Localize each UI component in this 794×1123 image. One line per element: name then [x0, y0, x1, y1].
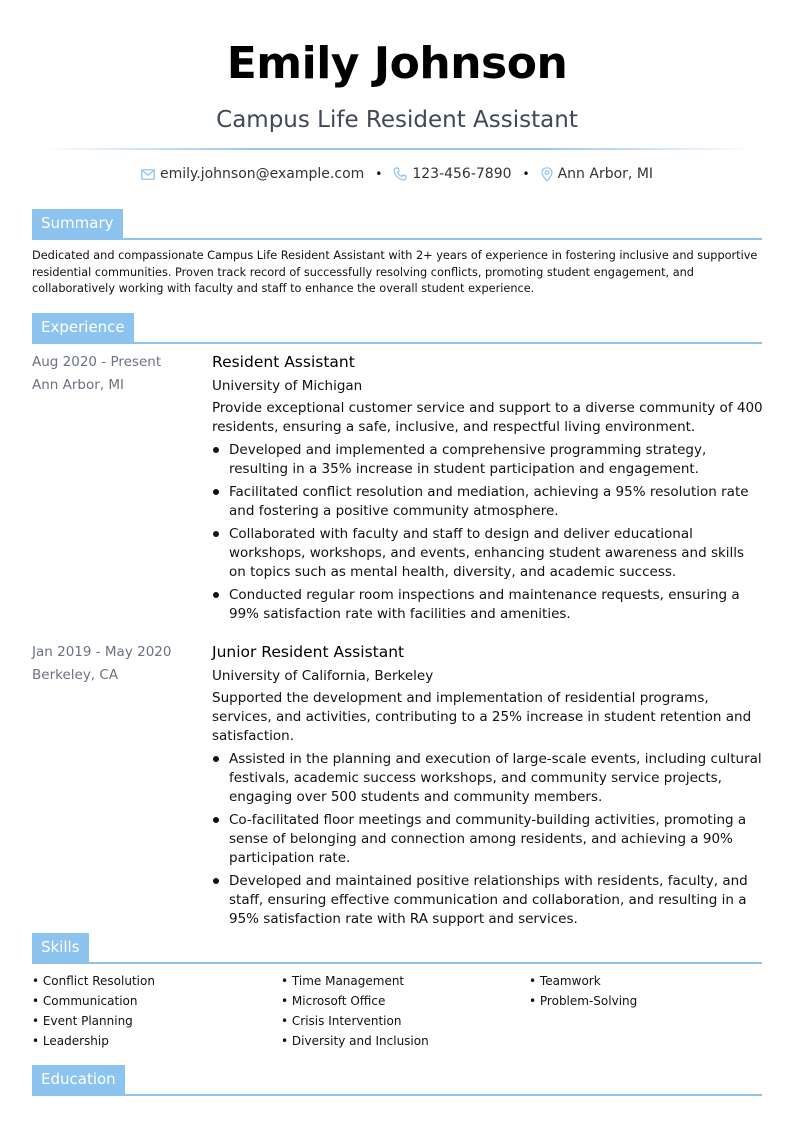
skills-column [281, 971, 429, 1051]
bullet-dot [213, 817, 219, 823]
job-role: Resident Assistant [212, 353, 355, 371]
bullet-item [212, 586, 764, 624]
bullet-dot [213, 592, 219, 598]
skills-column [529, 971, 637, 1011]
skill-text: Crisis Intervention [291, 1014, 402, 1028]
job-dates: Aug 2020 - Present [32, 354, 162, 370]
section-divider [32, 238, 762, 240]
skill-item: • Leadership [32, 1034, 109, 1048]
summary-section-header [32, 209, 762, 240]
phone-text: 123-456-7890 [412, 166, 512, 182]
skill-item: • Conflict Resolution [32, 974, 155, 988]
job-location: Ann Arbor, MI [32, 377, 125, 393]
section-title: Experience [32, 313, 134, 342]
section-title: Skills [32, 933, 89, 962]
skill-item: • Problem-Solving [529, 994, 638, 1008]
contact-phone[interactable] [393, 166, 511, 182]
skill-item: • Event Planning [32, 1014, 133, 1028]
contact-separator: • [375, 167, 383, 181]
candidate-name: Emily Johnson [226, 38, 568, 89]
bullet-text: Collaborated with faculty and staff to design and deliver educational workshops, workshops, and events, enhancing student awareness and skills on topics such as mental health, diversity, and academic success. [229, 526, 745, 580]
bullet-dot [213, 756, 219, 762]
header-divider [40, 148, 754, 150]
skill-text: Problem-Solving [539, 994, 638, 1008]
bullet-text: Assisted in the planning and execution of large-scale events, including cultural festivals, academic success workshops, and community service projects, engaging over 500 students and community members. [229, 751, 762, 805]
bullet-item [212, 525, 764, 582]
skill-text: Teamwork [539, 974, 601, 988]
bullet-item [212, 441, 764, 479]
job-role: Junior Resident Assistant [212, 643, 405, 661]
section-title: Education [32, 1065, 125, 1094]
bullet-item [212, 483, 764, 521]
bullet-dot [213, 489, 219, 495]
skill-item: • Teamwork [529, 974, 601, 988]
skill-text: Time Management [291, 974, 405, 988]
skill-item: • Time Management [281, 974, 405, 988]
section-title: Summary [32, 209, 123, 238]
job-title: Campus Life Resident Assistant [216, 107, 578, 133]
section-divider [32, 342, 762, 344]
contact-bar [0, 166, 794, 182]
job-bullets [212, 441, 764, 624]
skill-item: • Crisis Intervention [281, 1014, 402, 1028]
job-organization: University of Michigan [212, 378, 363, 394]
job-description: Supported the development and implementation of residential programs, services, and activities, contributing to a 25% increase in student retention and satisfaction. [212, 690, 752, 744]
contact-email[interactable] [141, 166, 364, 182]
phone-icon [393, 167, 407, 181]
bullet-text: Facilitated conflict resolution and mediation, achieving a 95% resolution rate and fostering a positive community atmosphere. [229, 484, 749, 519]
job-organization: University of California, Berkeley [212, 668, 434, 684]
bullet-text: Developed and maintained positive relationships with residents, faculty, and staff, ensuring effective communication and collaboration, and resulting in a 95% satisfaction rate with RA support and services. [229, 873, 748, 927]
skill-item: • Diversity and Inclusion [281, 1034, 429, 1048]
skills-column [32, 971, 155, 1051]
summary-text: Dedicated and compassionate Campus Life Resident Assistant with 2+ years of experience in fostering inclusive and supportive residential communities. Proven track record of successfully resolving conflicts, promoting student engagement, and collaboratively working with faculty and staff to enhance the overall student experience. [32, 249, 758, 295]
skill-text: Event Planning [42, 1014, 133, 1028]
bullet-text: Developed and implemented a comprehensive programming strategy, resulting in a 35% increase in student participation and engagement. [229, 442, 707, 477]
skill-text: Leadership [42, 1034, 109, 1048]
envelope-icon [141, 169, 155, 180]
contact-location [541, 166, 653, 182]
job-dates: Jan 2019 - May 2020 [32, 644, 172, 660]
section-divider [32, 1094, 762, 1096]
map-pin-icon [541, 167, 553, 182]
bullet-text: Conducted regular room inspections and maintenance requests, ensuring a 99% satisfaction rate with facilities and amenities. [229, 587, 740, 622]
skill-text: Diversity and Inclusion [291, 1034, 429, 1048]
job-location: Berkeley, CA [32, 667, 119, 683]
bullet-dot [213, 447, 219, 453]
skill-text: Microsoft Office [291, 994, 386, 1008]
job-description: Provide exceptional customer service and support to a diverse community of 400 residents, ensuring a safe, inclusive, and respectful living environment. [212, 400, 763, 435]
bullet-item [212, 872, 764, 929]
bullet-item [212, 750, 764, 807]
location-text: Ann Arbor, MI [557, 166, 654, 182]
bullet-item [212, 811, 764, 868]
skill-text: Conflict Resolution [42, 974, 155, 988]
experience-section-header [32, 313, 762, 344]
skill-item: • Microsoft Office [281, 994, 386, 1008]
skill-text: Communication [42, 994, 138, 1008]
job-bullets [212, 750, 764, 929]
bullet-text: Co-facilitated floor meetings and community-building activities, promoting a sense of belonging and connection among residents, and achieving a 90% participation rate. [229, 812, 747, 866]
section-divider [32, 962, 762, 964]
education-section-header [32, 1065, 762, 1096]
skills-section-header [32, 933, 762, 964]
skill-item: • Communication [32, 994, 138, 1008]
contact-separator: • [522, 167, 530, 181]
bullet-dot [213, 531, 219, 537]
email-text: emily.johnson@example.com [159, 166, 365, 182]
bullet-dot [213, 878, 219, 884]
